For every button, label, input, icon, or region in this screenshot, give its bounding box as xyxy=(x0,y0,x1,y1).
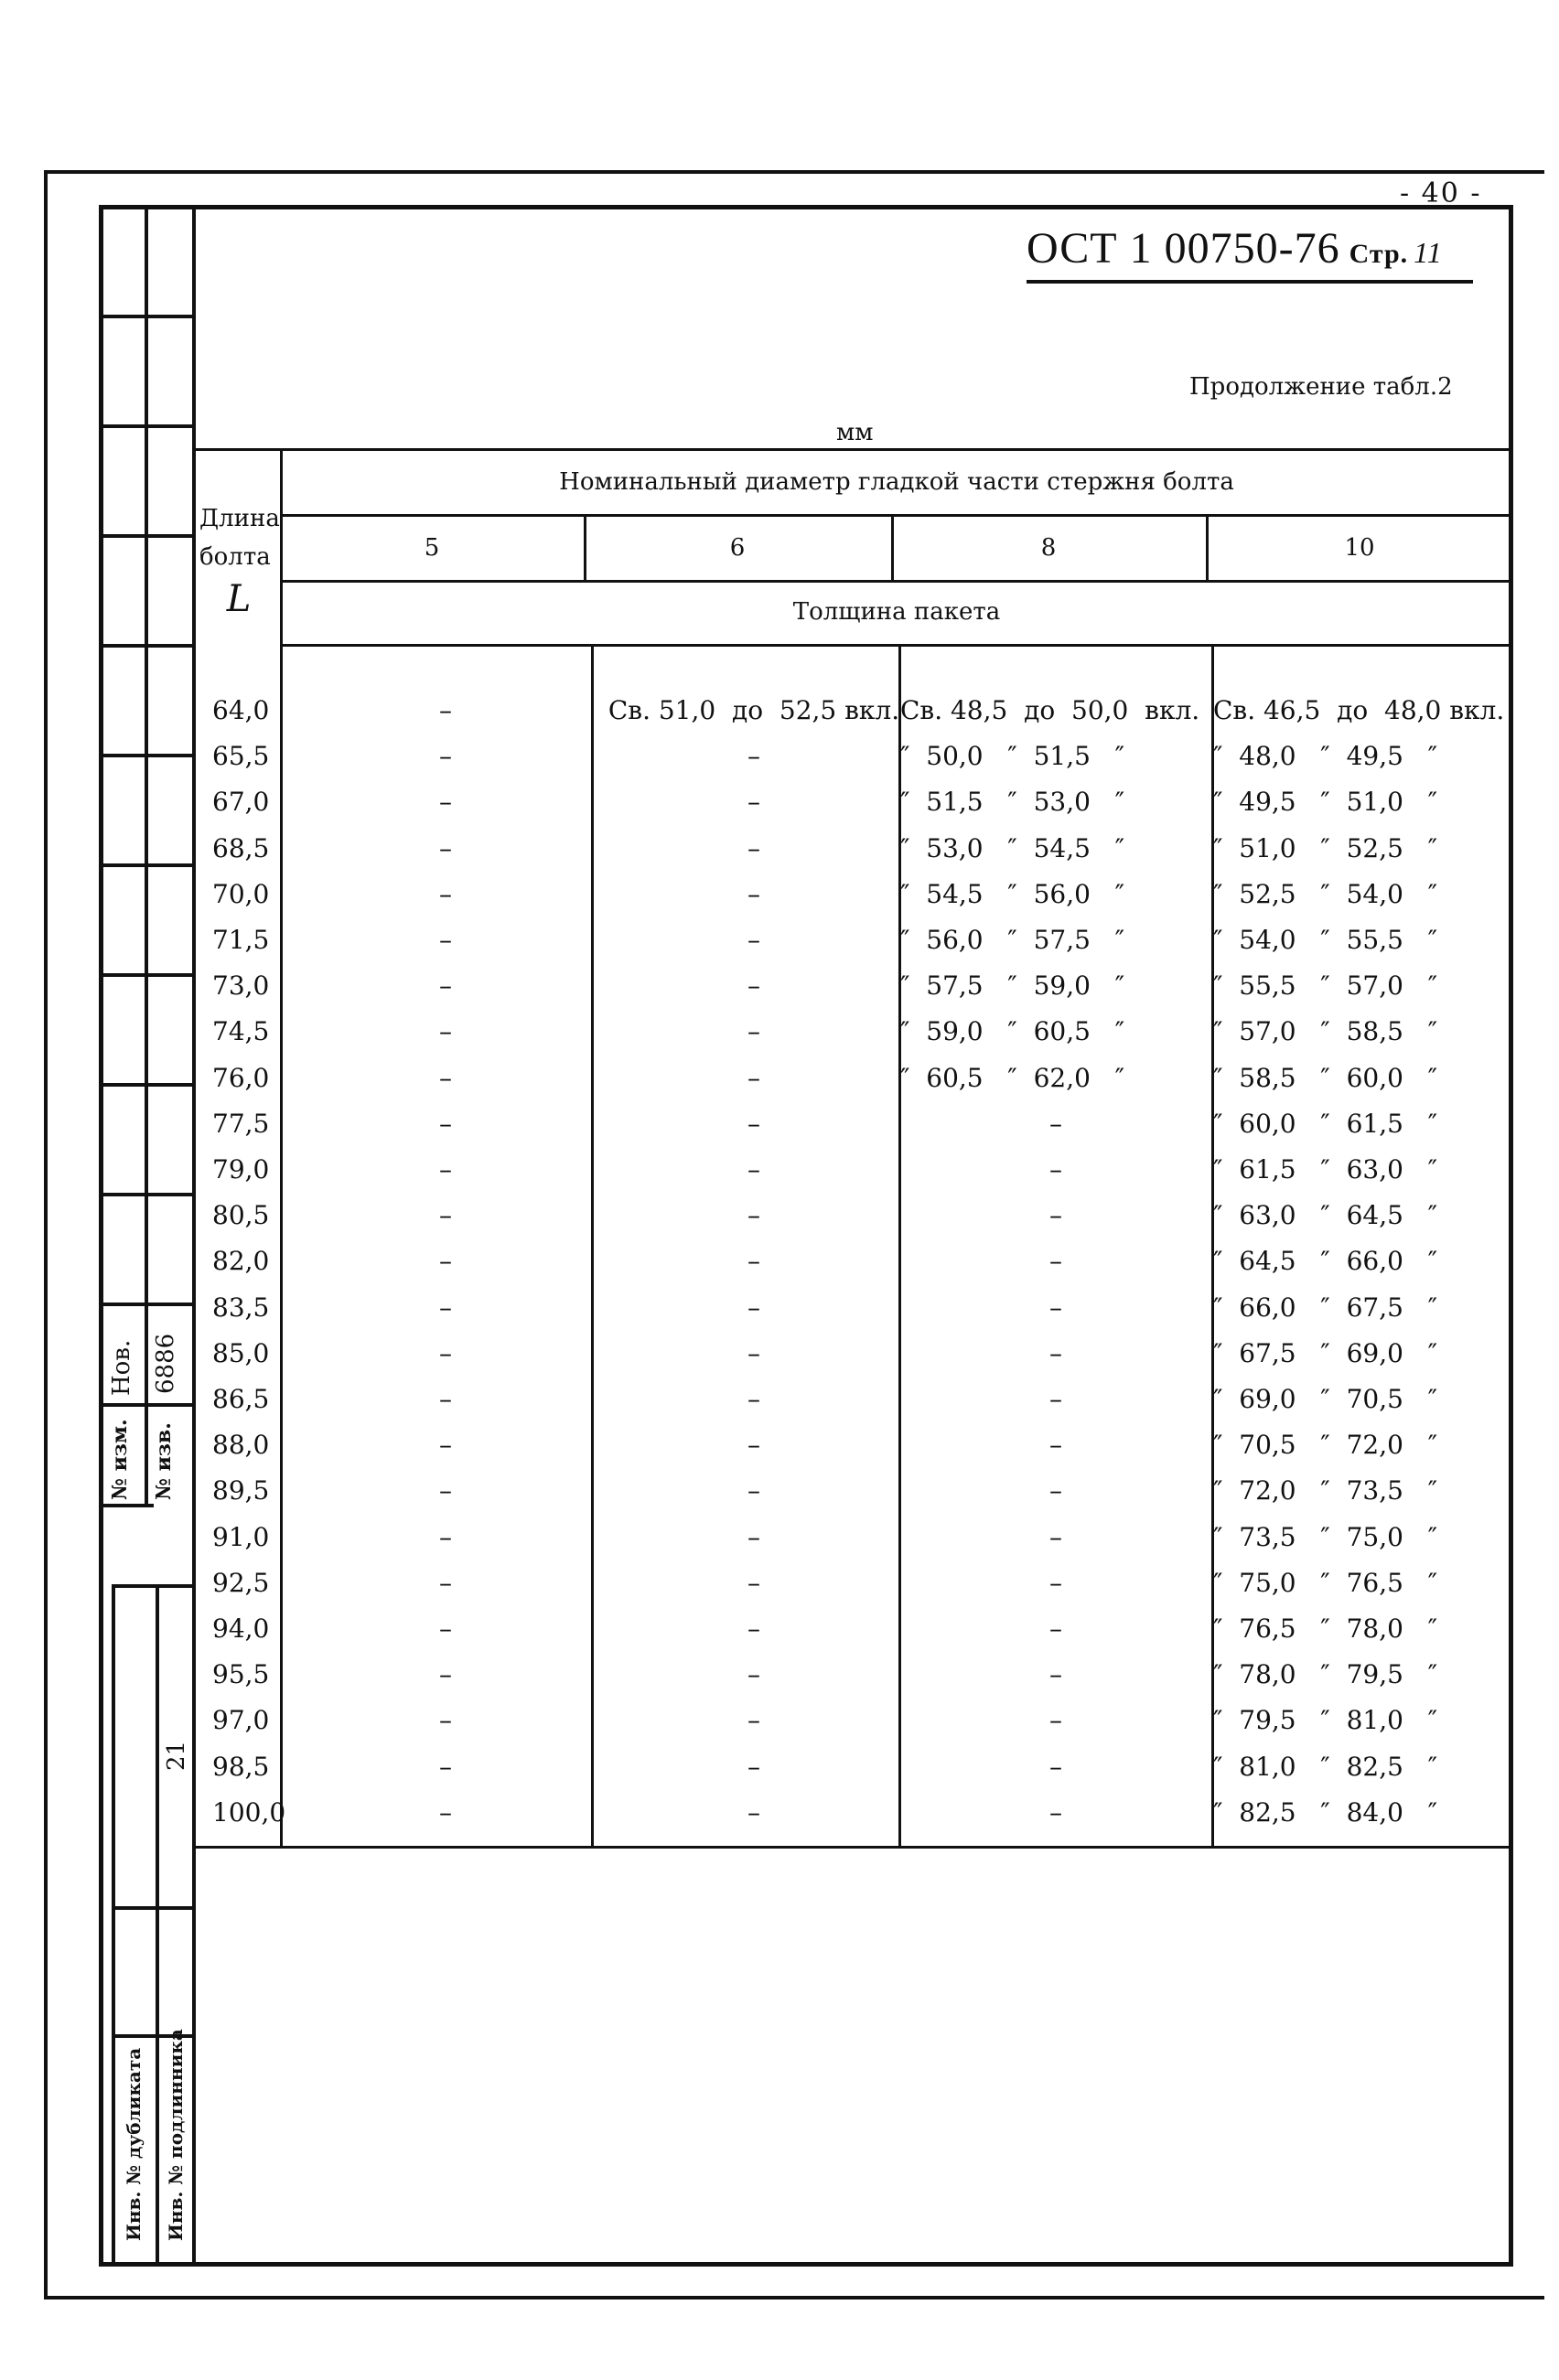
diameter-6-cell: – xyxy=(747,1430,760,1461)
diameter-5-cell: – xyxy=(439,1108,452,1139)
standard-code: ОСТ 1 00750-76 xyxy=(1027,224,1340,273)
diameter-5-cell: – xyxy=(439,1292,452,1323)
diameter-5-cell: – xyxy=(439,1475,452,1506)
inv-orig-label: Инв. № подлинника xyxy=(165,2029,187,2241)
table-row xyxy=(196,787,1513,832)
length-symbol: L xyxy=(226,578,252,620)
diameter-5-cell: – xyxy=(439,741,452,772)
copy-number-label: 21 xyxy=(163,1740,190,1771)
diameter-6-cell: – xyxy=(747,1613,760,1644)
table-row xyxy=(196,1705,1513,1751)
length-cell: 80,5 xyxy=(212,1200,270,1231)
diameter-8-cell: – xyxy=(1049,1200,1062,1231)
length-header xyxy=(199,499,278,618)
change-value-label: Нов. xyxy=(108,1339,135,1396)
diameter-10-cell: ″ 66,0 ″ 67,5 ″ xyxy=(1213,1292,1438,1323)
diameter-8-cell: – xyxy=(1049,1751,1062,1782)
diameter-5-cell: – xyxy=(439,695,452,725)
diameter-5-cell: – xyxy=(439,1751,452,1782)
table-row xyxy=(196,970,1513,1016)
diameter-8-cell: – xyxy=(1049,1292,1062,1323)
table-row xyxy=(196,1613,1513,1659)
table-row xyxy=(196,1475,1513,1521)
diameter-10-cell: ″ 54,0 ″ 55,5 ″ xyxy=(1213,925,1438,955)
diameter-10-cell: ″ 81,0 ″ 82,5 ″ xyxy=(1213,1751,1438,1782)
table-row xyxy=(196,741,1513,787)
diameter-6-cell: – xyxy=(747,925,760,955)
table-row xyxy=(196,1752,1513,1797)
diameter-8-cell: ″ 60,5 ″ 62,0 ″ xyxy=(900,1062,1125,1093)
diameter-8-cell: – xyxy=(1049,1384,1062,1414)
length-cell: 71,5 xyxy=(212,925,270,955)
diameter-10-cell: ″ 73,5 ″ 75,0 ″ xyxy=(1213,1521,1438,1552)
table-row xyxy=(196,1797,1513,1843)
diameter-6-cell: – xyxy=(747,878,760,909)
diameter-10-cell: ″ 57,0 ″ 58,5 ″ xyxy=(1213,1016,1438,1047)
length-cell: 65,5 xyxy=(212,741,270,772)
diameter-10-cell: ″ 70,5 ″ 72,0 ″ xyxy=(1213,1430,1438,1461)
diameter-10-cell: ″ 67,5 ″ 69,0 ″ xyxy=(1213,1337,1438,1368)
diameter-6-cell: – xyxy=(747,1751,760,1782)
diameter-6-cell: – xyxy=(747,1567,760,1598)
diameter-5-cell: – xyxy=(439,1246,452,1277)
diameter-8-cell: ″ 51,5 ″ 53,0 ″ xyxy=(900,787,1125,818)
diameter-6-cell: – xyxy=(747,1521,760,1552)
diameter-10-cell: ″ 60,0 ″ 61,5 ″ xyxy=(1213,1108,1438,1139)
diameter-10-cell: ″ 69,0 ″ 70,5 ″ xyxy=(1213,1384,1438,1414)
diameter-8-cell: – xyxy=(1049,1475,1062,1506)
diameter-6-cell: – xyxy=(747,1062,760,1093)
table-row xyxy=(196,1063,1513,1109)
diameter-6-cell: – xyxy=(747,1154,760,1185)
length-cell: 64,0 xyxy=(212,695,270,725)
diameter-10-cell: ″ 61,5 ″ 63,0 ″ xyxy=(1213,1154,1438,1185)
length-cell: 98,5 xyxy=(212,1751,270,1782)
notice-number-label: № изв. xyxy=(152,1422,176,1500)
diameter-10-cell: ″ 64,5 ″ 66,0 ″ xyxy=(1213,1246,1438,1277)
diameter-group-header: Номинальный диаметр гладкой части стержня болта xyxy=(559,468,1234,496)
diameter-5-cell: – xyxy=(439,1796,452,1828)
table-row xyxy=(196,695,1513,741)
table-row xyxy=(196,833,1513,879)
diameter-10-cell: ″ 79,5 ″ 81,0 ″ xyxy=(1213,1705,1438,1736)
change-number-label: № изм. xyxy=(108,1419,132,1500)
table-row xyxy=(196,1659,1513,1705)
page-number: - 40 - xyxy=(1400,177,1482,209)
diameter-10-cell: ″ 49,5 ″ 51,0 ″ xyxy=(1213,787,1438,818)
diameter-8-cell: – xyxy=(1049,1567,1062,1598)
diameter-8-cell: ″ 56,0 ″ 57,5 ″ xyxy=(900,925,1125,955)
table-row xyxy=(196,1292,1513,1338)
diameter-5-cell: – xyxy=(439,1567,452,1598)
diameter-5-cell: – xyxy=(439,1384,452,1414)
table-row xyxy=(196,1338,1513,1384)
length-cell: 74,5 xyxy=(212,1016,270,1047)
diameter-8-cell: – xyxy=(1049,1705,1062,1736)
diameter-5-cell: – xyxy=(439,925,452,955)
diameter-5-cell: – xyxy=(439,1521,452,1552)
diameter-10-cell: ″ 58,5 ″ 60,0 ″ xyxy=(1213,1062,1438,1093)
diameter-6-cell: – xyxy=(747,787,760,818)
table-row xyxy=(196,1154,1513,1200)
diameter-5-header: 5 xyxy=(424,534,440,562)
standard-underline xyxy=(1027,280,1473,284)
diameter-6-cell: – xyxy=(747,1246,760,1277)
diameter-10-cell: ″ 63,0 ″ 64,5 ″ xyxy=(1213,1200,1438,1231)
diameter-8-cell: – xyxy=(1049,1246,1062,1277)
diameter-10-cell: ″ 76,5 ″ 78,0 ″ xyxy=(1213,1613,1438,1644)
unit-label: мм xyxy=(836,419,874,446)
length-cell: 77,5 xyxy=(212,1108,270,1139)
continuation-note: Продолжение табл.2 xyxy=(1189,373,1453,401)
diameter-8-cell: ″ 57,5 ″ 59,0 ″ xyxy=(900,970,1125,1002)
diameter-6-cell: Св. 51,0 до 52,5 вкл. xyxy=(607,695,900,725)
length-cell: 94,0 xyxy=(212,1613,270,1644)
diameter-6-cell: – xyxy=(747,1108,760,1139)
diameter-5-cell: – xyxy=(439,970,452,1002)
table-row xyxy=(196,879,1513,925)
page-value: 11 xyxy=(1414,236,1443,269)
diameter-5-cell: – xyxy=(439,1659,452,1690)
length-cell: 68,5 xyxy=(212,832,270,863)
length-cell: 79,0 xyxy=(212,1154,270,1185)
table-row xyxy=(196,1246,1513,1292)
length-cell: 83,5 xyxy=(212,1292,270,1323)
diameter-5-cell: – xyxy=(439,1430,452,1461)
table-row xyxy=(196,1016,1513,1062)
diameter-6-cell: – xyxy=(747,1292,760,1323)
diameter-8-cell: ″ 54,5 ″ 56,0 ″ xyxy=(900,878,1125,909)
diameter-5-cell: – xyxy=(439,1337,452,1368)
diameter-10-cell: ″ 82,5 ″ 84,0 ″ xyxy=(1213,1796,1438,1828)
diameter-8-cell: – xyxy=(1049,1613,1062,1644)
length-cell: 91,0 xyxy=(212,1521,270,1552)
notice-value-label: 6886 xyxy=(152,1333,179,1394)
diameter-8-cell: – xyxy=(1049,1796,1062,1828)
diameter-8-cell: – xyxy=(1049,1154,1062,1185)
diameter-6-cell: – xyxy=(747,1659,760,1690)
table-row xyxy=(196,1109,1513,1154)
diameter-6-cell: – xyxy=(747,1337,760,1368)
diameter-6-cell: – xyxy=(747,832,760,863)
diameter-6-cell: – xyxy=(747,1200,760,1231)
diameter-5-cell: – xyxy=(439,1154,452,1185)
diameter-8-cell: – xyxy=(1049,1430,1062,1461)
length-cell: 97,0 xyxy=(212,1705,270,1736)
diameter-10-cell: ″ 78,0 ″ 79,5 ″ xyxy=(1213,1659,1438,1690)
diameter-10-cell: Св. 46,5 до 48,0 вкл. xyxy=(1213,695,1505,725)
binding-strip xyxy=(99,205,196,2267)
diameter-8-cell: ″ 59,0 ″ 60,5 ″ xyxy=(900,1016,1125,1047)
length-cell: 92,5 xyxy=(212,1567,270,1598)
length-cell: 95,5 xyxy=(212,1659,270,1690)
length-header-line1: Длина xyxy=(199,505,280,532)
table-row xyxy=(196,925,1513,970)
length-cell: 76,0 xyxy=(212,1062,270,1093)
table-row xyxy=(196,1568,1513,1613)
diameter-6-header: 6 xyxy=(729,534,746,562)
diameter-8-header: 8 xyxy=(1040,534,1057,562)
bolt-thickness-table xyxy=(196,448,1513,1849)
length-cell: 88,0 xyxy=(212,1430,270,1461)
length-cell: 85,0 xyxy=(212,1337,270,1368)
diameter-5-cell: – xyxy=(439,832,452,863)
diameter-5-cell: – xyxy=(439,1705,452,1736)
length-cell: 82,0 xyxy=(212,1246,270,1277)
diameter-6-cell: – xyxy=(747,741,760,772)
diameter-10-cell: ″ 72,0 ″ 73,5 ″ xyxy=(1213,1475,1438,1506)
diameter-8-cell: – xyxy=(1049,1337,1062,1368)
diameter-5-cell: – xyxy=(439,1613,452,1644)
length-cell: 67,0 xyxy=(212,787,270,818)
page-label: Стр. xyxy=(1349,239,1409,269)
length-cell: 100,0 xyxy=(212,1796,286,1828)
diameter-8-cell: – xyxy=(1049,1521,1062,1552)
diameter-10-cell: ″ 48,0 ″ 49,5 ″ xyxy=(1213,741,1438,772)
diameter-10-cell: ″ 51,0 ″ 52,5 ″ xyxy=(1213,832,1438,863)
standard-designation xyxy=(1027,223,1443,273)
diameter-6-cell: – xyxy=(747,1705,760,1736)
diameter-10-cell: ″ 55,5 ″ 57,0 ″ xyxy=(1213,970,1438,1002)
package-thickness-header: Толщина пакета xyxy=(792,598,1001,626)
diameter-6-cell: – xyxy=(747,1796,760,1828)
diameter-5-cell: – xyxy=(439,1016,452,1047)
diameter-8-cell: ″ 53,0 ″ 54,5 ″ xyxy=(900,832,1125,863)
diameter-10-cell: ″ 52,5 ″ 54,0 ″ xyxy=(1213,878,1438,909)
diameter-8-cell: – xyxy=(1049,1659,1062,1690)
diameter-6-cell: – xyxy=(747,1016,760,1047)
length-header-line2: болта xyxy=(199,543,271,571)
diameter-5-cell: – xyxy=(439,1062,452,1093)
diameter-5-cell: – xyxy=(439,878,452,909)
length-cell: 89,5 xyxy=(212,1475,270,1506)
length-cell: 73,0 xyxy=(212,970,270,1002)
diameter-5-cell: – xyxy=(439,1200,452,1231)
table-row xyxy=(196,1384,1513,1430)
length-cell: 86,5 xyxy=(212,1384,270,1414)
table-row xyxy=(196,1522,1513,1568)
table-row xyxy=(196,1430,1513,1475)
diameter-8-cell: Св. 48,5 до 50,0 вкл. xyxy=(900,695,1200,725)
inv-dup-label: Инв. № дубликата xyxy=(123,2047,145,2241)
diameter-6-cell: – xyxy=(747,970,760,1002)
diameter-5-cell: – xyxy=(439,787,452,818)
table-row xyxy=(196,1200,1513,1246)
diameter-10-header: 10 xyxy=(1344,534,1375,562)
length-cell: 70,0 xyxy=(212,878,270,909)
diameter-6-cell: – xyxy=(747,1384,760,1414)
diameter-8-cell: – xyxy=(1049,1108,1062,1139)
diameter-10-cell: ″ 75,0 ″ 76,5 ″ xyxy=(1213,1567,1438,1598)
diameter-8-cell: ″ 50,0 ″ 51,5 ″ xyxy=(900,741,1125,772)
diameter-6-cell: – xyxy=(747,1475,760,1506)
